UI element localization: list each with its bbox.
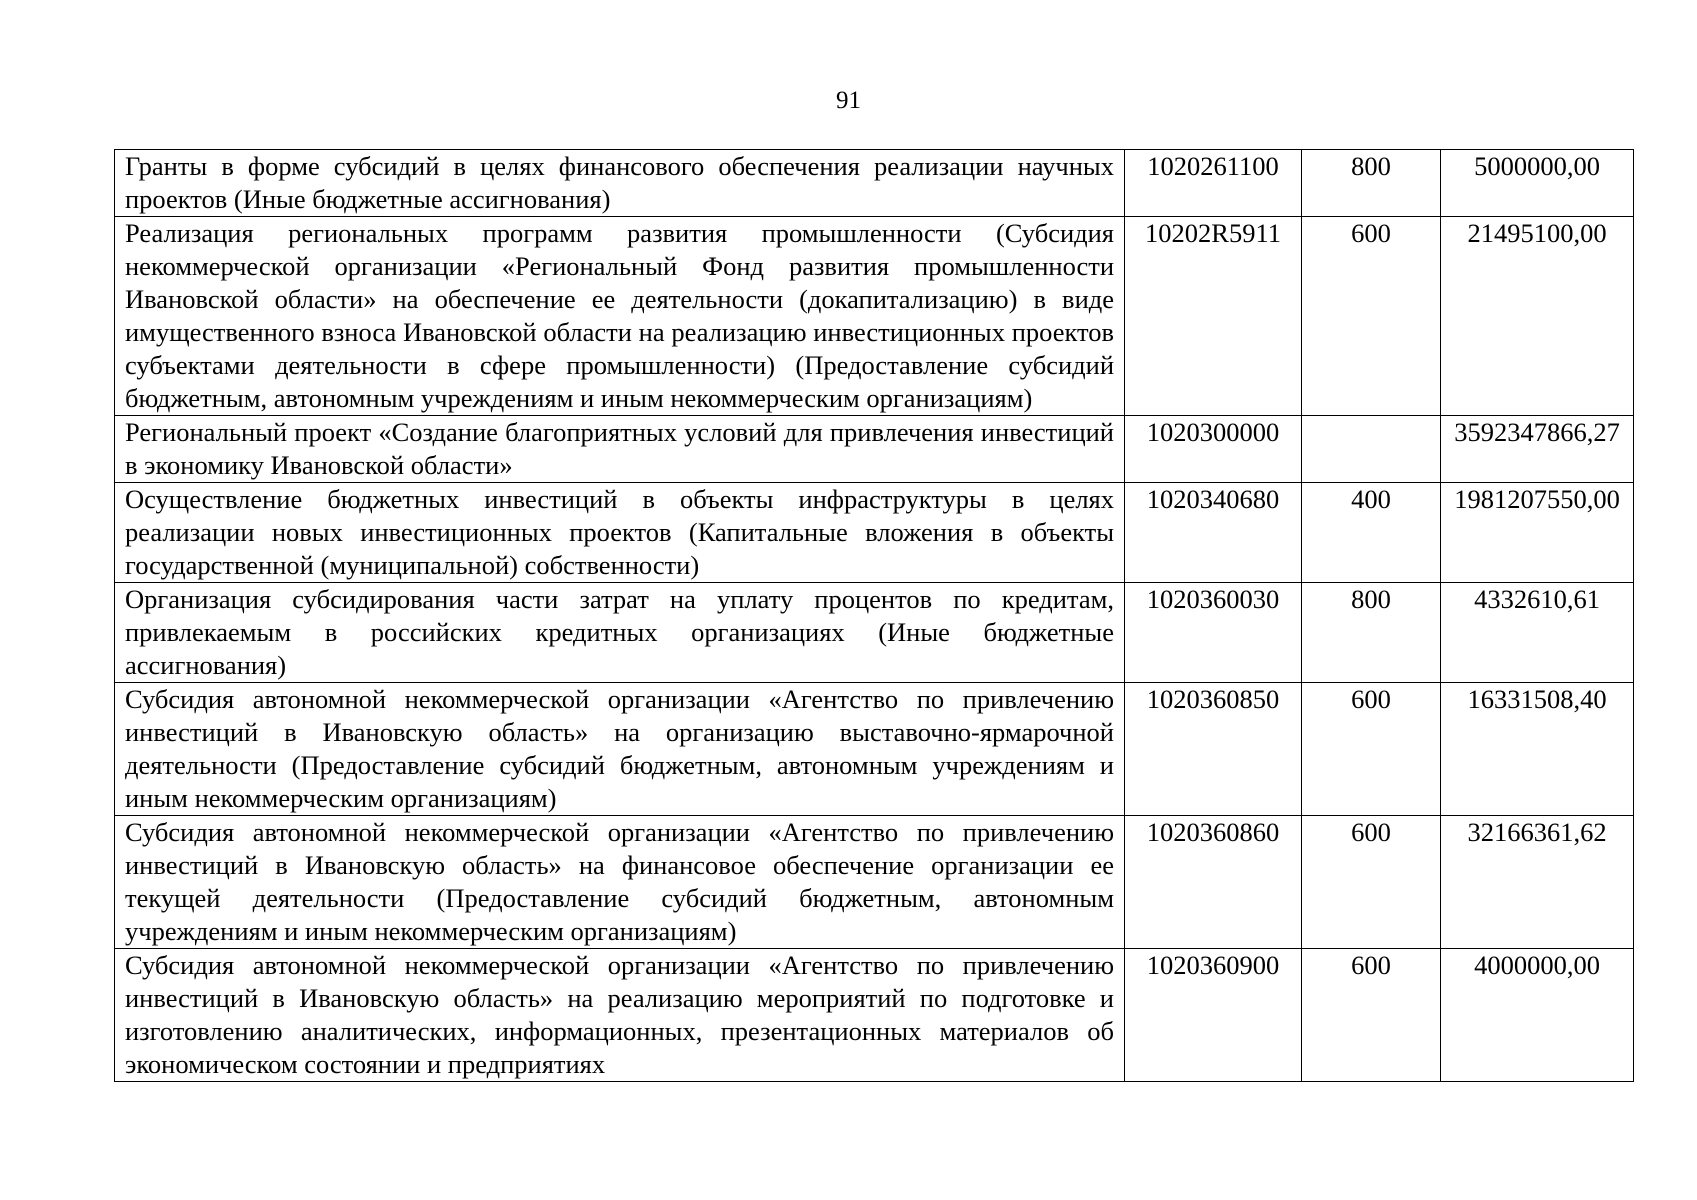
row-expense-type: 400 bbox=[1302, 483, 1441, 583]
row-amount: 4000000,00 bbox=[1441, 949, 1634, 1082]
row-description: Субсидия автономной некоммерческой организации «Агентство по привлечению инвестиций в Ивановскую область» на реализацию мероприятий по подготовке и изготовлению аналитических, информационных, презентационных материалов об экономическом состоянии и предприятиях bbox=[115, 949, 1125, 1082]
row-expense-type: 600 bbox=[1302, 816, 1441, 949]
table-row bbox=[115, 583, 1634, 683]
row-code: 1020360900 bbox=[1125, 949, 1302, 1082]
row-amount: 32166361,62 bbox=[1441, 816, 1634, 949]
row-description: Субсидия автономной некоммерческой организации «Агентство по привлечению инвестиций в Ивановскую область» на организацию выставочно-ярмарочной деятельности (Предоставление субсидий бюджетным, автономным учреждениям и иным некоммерческим организациям) bbox=[115, 683, 1125, 816]
budget-table bbox=[114, 149, 1634, 1082]
table-row bbox=[115, 683, 1634, 816]
row-description: Региональный проект «Создание благоприятных условий для привлечения инвестиций в экономику Ивановской области» bbox=[115, 416, 1125, 483]
row-expense-type: 800 bbox=[1302, 150, 1441, 217]
row-code: 1020360850 bbox=[1125, 683, 1302, 816]
row-expense-type: 800 bbox=[1302, 583, 1441, 683]
row-amount: 4332610,61 bbox=[1441, 583, 1634, 683]
table-row bbox=[115, 483, 1634, 583]
table-row bbox=[115, 150, 1634, 217]
row-code: 1020261100 bbox=[1125, 150, 1302, 217]
table-row bbox=[115, 416, 1634, 483]
row-amount: 3592347866,27 bbox=[1441, 416, 1634, 483]
row-code: 10202R5911 bbox=[1125, 217, 1302, 416]
row-description: Организация субсидирования части затрат на уплату процентов по кредитам, привлекаемым в российских кредитных организациях (Иные бюджетные ассигнования) bbox=[115, 583, 1125, 683]
row-description: Гранты в форме субсидий в целях финансового обеспечения реализации научных проектов (Иные бюджетные ассигнования) bbox=[115, 150, 1125, 217]
row-description: Реализация региональных программ развития промышленности (Субсидия некоммерческой организации «Региональный Фонд развития промышленности Ивановской области» на обеспечение ее деятельности (докапитализацию) в виде имущественного взноса Ивановской области на реализацию инвестиционных проектов субъектами деятельности в сфере промышленности) (Предоставление субсидий бюджетным, автономным учреждениям и иным некоммерческим организациям) bbox=[115, 217, 1125, 416]
row-description: Субсидия автономной некоммерческой организации «Агентство по привлечению инвестиций в Ивановскую область» на финансовое обеспечение организации ее текущей деятельности (Предоставление субсидий бюджетным, автономным учреждениям и иным некоммерческим организациям) bbox=[115, 816, 1125, 949]
page-number: 91 bbox=[836, 87, 861, 114]
row-amount: 16331508,40 bbox=[1441, 683, 1634, 816]
table-row bbox=[115, 816, 1634, 949]
row-code: 1020340680 bbox=[1125, 483, 1302, 583]
row-description: Осуществление бюджетных инвестиций в объекты инфраструктуры в целях реализации новых инвестиционных проектов (Капитальные вложения в объекты государственной (муниципальной) собственности) bbox=[115, 483, 1125, 583]
row-expense-type bbox=[1302, 416, 1441, 483]
row-code: 1020360030 bbox=[1125, 583, 1302, 683]
row-code: 1020300000 bbox=[1125, 416, 1302, 483]
row-amount: 5000000,00 bbox=[1441, 150, 1634, 217]
table-row bbox=[115, 217, 1634, 416]
row-expense-type: 600 bbox=[1302, 949, 1441, 1082]
row-amount: 1981207550,00 bbox=[1441, 483, 1634, 583]
table-row bbox=[115, 949, 1634, 1082]
row-code: 1020360860 bbox=[1125, 816, 1302, 949]
row-expense-type: 600 bbox=[1302, 683, 1441, 816]
row-expense-type: 600 bbox=[1302, 217, 1441, 416]
row-amount: 21495100,00 bbox=[1441, 217, 1634, 416]
